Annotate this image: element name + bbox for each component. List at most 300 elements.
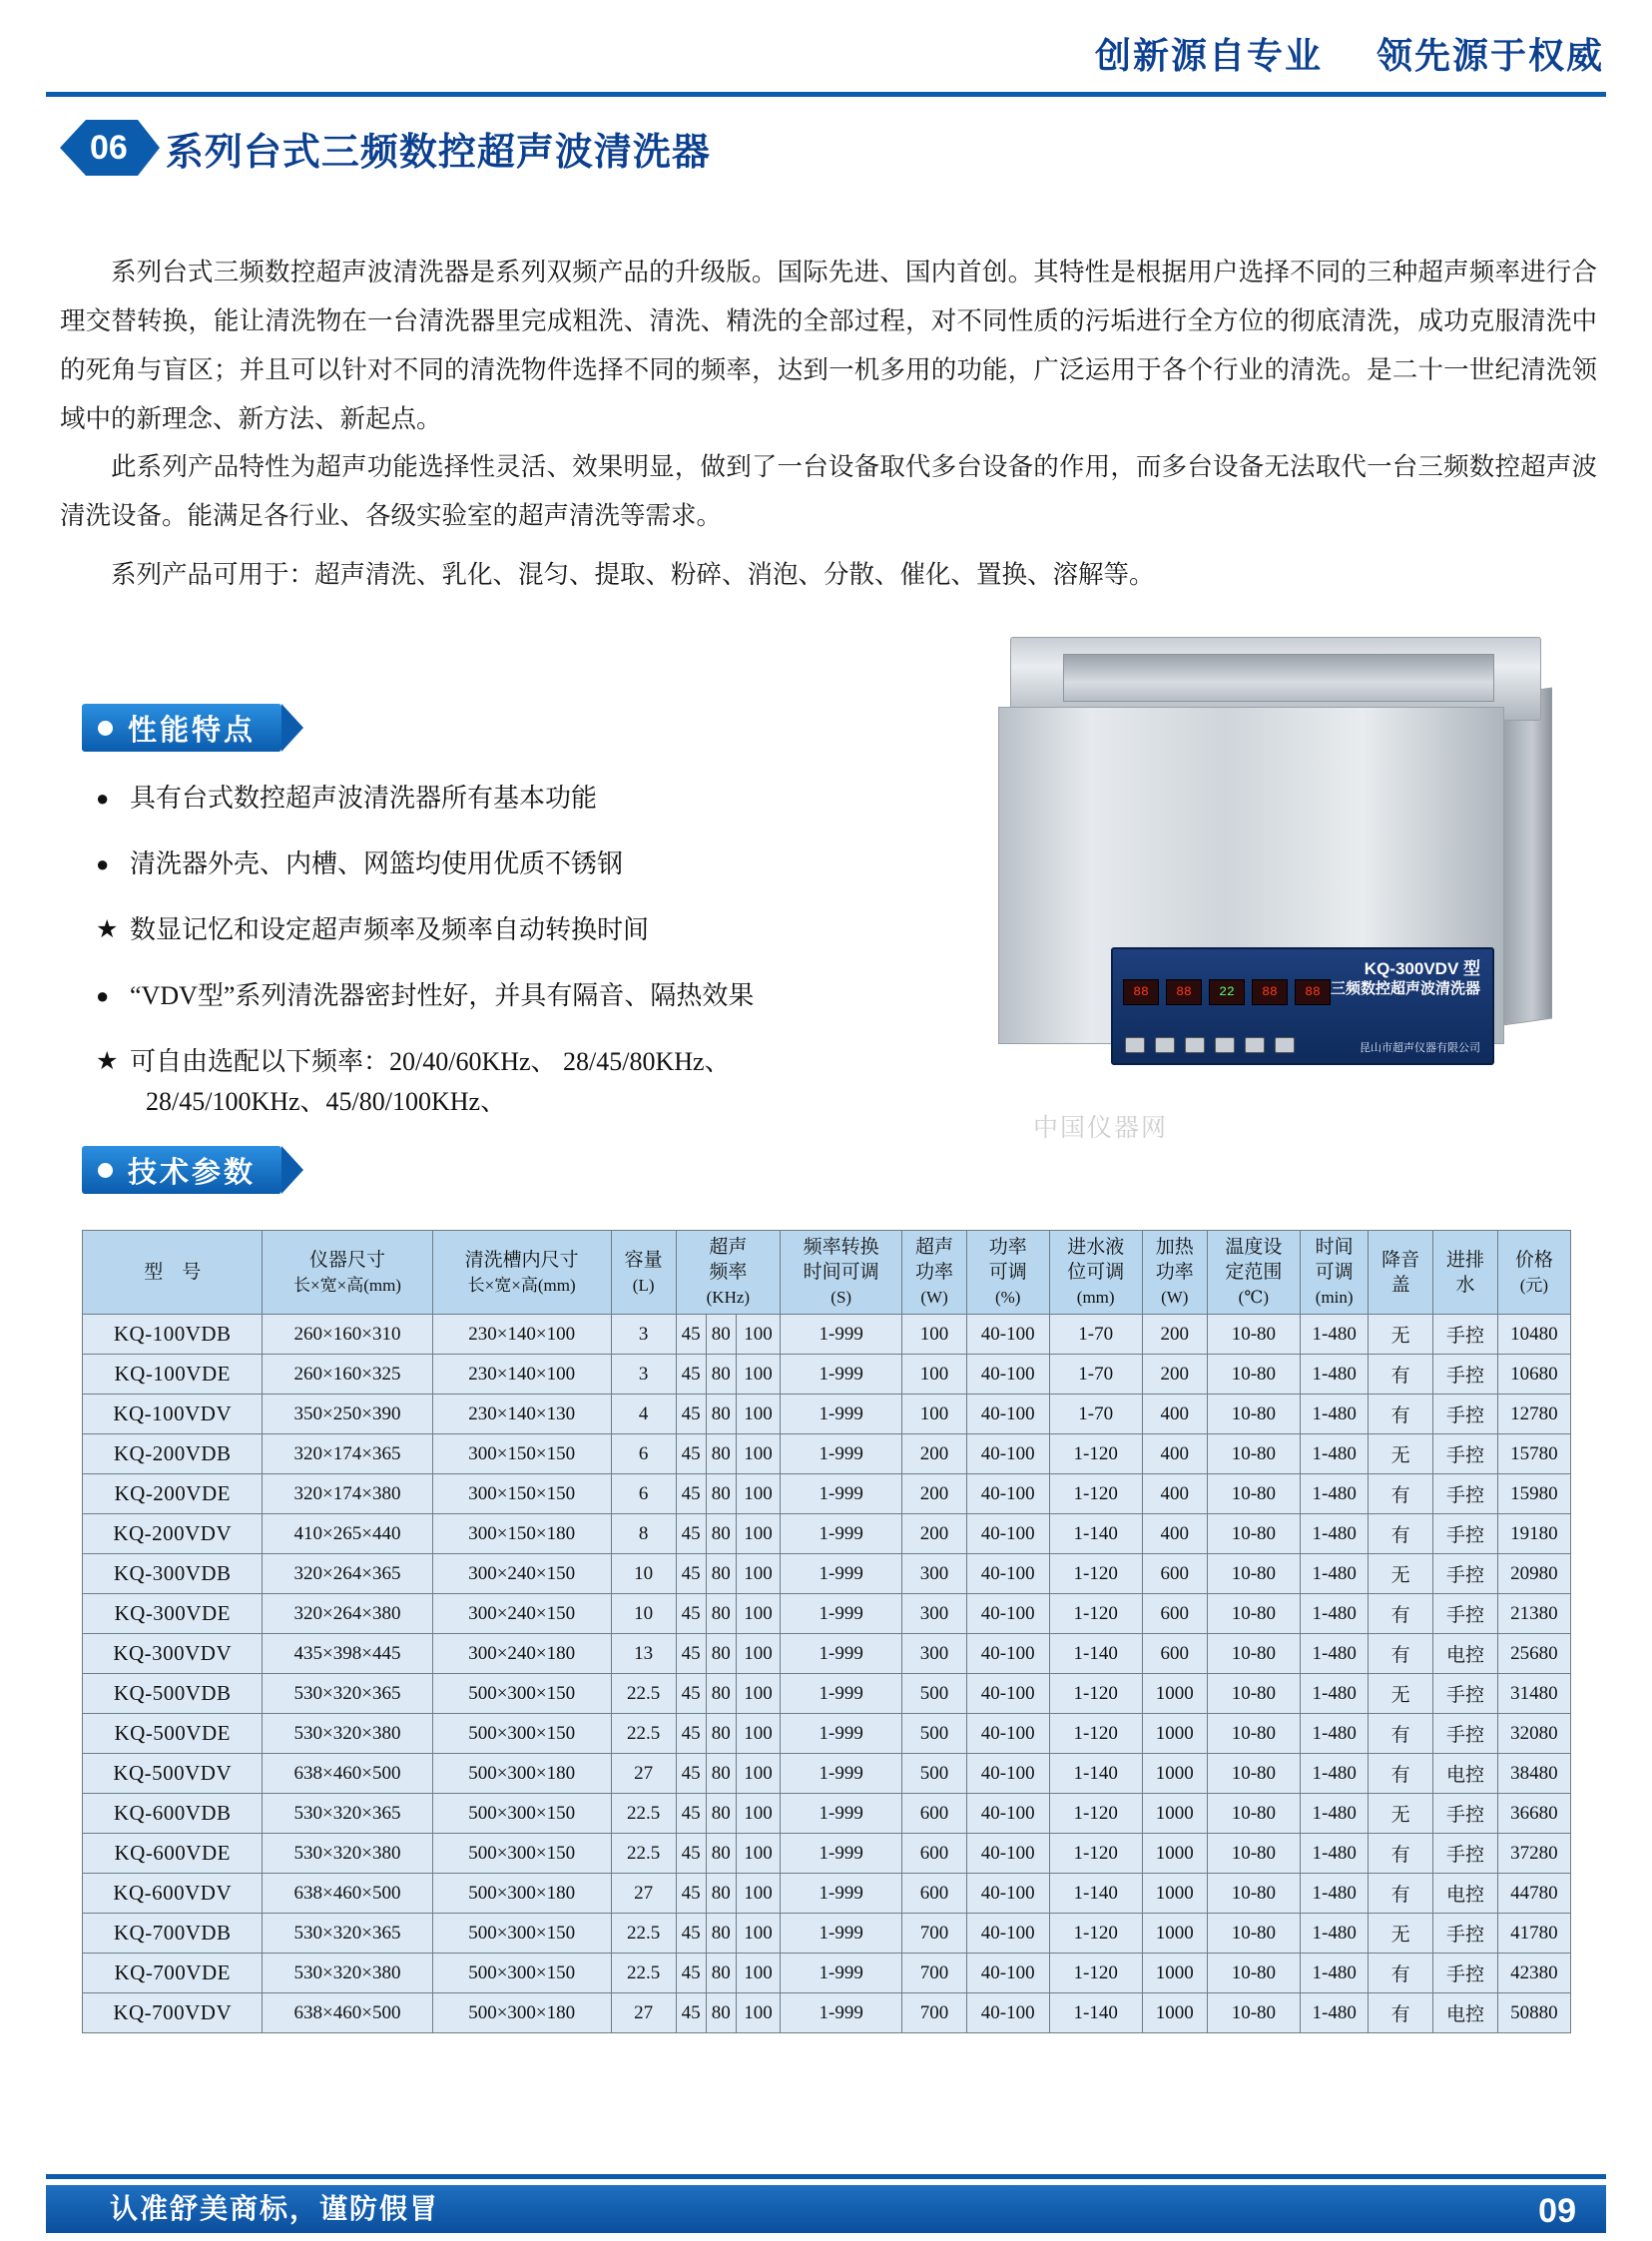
features-heading: 性能特点 bbox=[82, 704, 281, 752]
cell-heating-power: 600 bbox=[1142, 1554, 1207, 1594]
cell-water-level: 1-120 bbox=[1049, 1834, 1142, 1874]
cell-soundproof-cover: 有 bbox=[1369, 1514, 1433, 1554]
cell-switch-time: 1-999 bbox=[781, 1874, 902, 1914]
cell-ultrasonic-power: 700 bbox=[902, 1993, 967, 2033]
cell-time-adjust: 1-480 bbox=[1301, 1874, 1369, 1914]
cell-power-adjust: 40-100 bbox=[966, 1993, 1049, 2033]
cell-freq-3: 100 bbox=[736, 1914, 780, 1954]
cell-switch-time: 1-999 bbox=[781, 1993, 902, 2033]
intro-paragraph-3: 系列产品可用于：超声清洗、乳化、混匀、提取、粉碎、消泡、分散、催化、置换、溶解等。 bbox=[111, 560, 1155, 589]
cell-capacity: 27 bbox=[611, 1874, 676, 1914]
cell-water-inlet: 手控 bbox=[1433, 1794, 1498, 1834]
page-number: 09 bbox=[1538, 2192, 1576, 2230]
cell-time-adjust: 1-480 bbox=[1301, 1594, 1369, 1634]
cell-freq-1: 45 bbox=[676, 1914, 706, 1954]
cell-freq-3: 100 bbox=[736, 1474, 780, 1514]
col-power-adjust bbox=[966, 1231, 1049, 1315]
cell-water-inlet: 手控 bbox=[1433, 1834, 1498, 1874]
cell-ultrasonic-power: 200 bbox=[902, 1434, 967, 1474]
cell-temp-range: 10-80 bbox=[1207, 1834, 1300, 1874]
col-tank-size bbox=[432, 1231, 611, 1315]
cell-water-level: 1-120 bbox=[1049, 1794, 1142, 1834]
cell-model: KQ-700VDB bbox=[83, 1914, 263, 1954]
cell-tank-size: 500×300×150 bbox=[432, 1834, 611, 1874]
cell-water-level: 1-120 bbox=[1049, 1474, 1142, 1514]
cell-heating-power: 1000 bbox=[1142, 1874, 1207, 1914]
cell-model: KQ-500VDV bbox=[83, 1754, 263, 1794]
cell-temp-range: 10-80 bbox=[1207, 1474, 1300, 1514]
header-slogan-left: 创新源自专业 bbox=[1094, 35, 1323, 76]
cell-power-adjust: 40-100 bbox=[966, 1714, 1049, 1754]
cell-tank-size: 230×140×130 bbox=[432, 1395, 611, 1434]
cell-model: KQ-100VDV bbox=[83, 1395, 263, 1434]
feature-text: 数显记忆和设定超声频率及频率自动转换时间 bbox=[130, 915, 650, 944]
cell-model: KQ-500VDE bbox=[83, 1714, 263, 1754]
cell-water-inlet: 手控 bbox=[1433, 1954, 1498, 1993]
control-panel bbox=[1111, 947, 1494, 1065]
cell-device-size: 320×264×365 bbox=[263, 1554, 432, 1594]
table-header-row bbox=[83, 1231, 1571, 1315]
header-line: 加热 bbox=[1155, 1237, 1194, 1258]
bullet-icon: ● bbox=[96, 851, 110, 876]
cell-model: KQ-200VDV bbox=[83, 1514, 263, 1554]
cell-water-inlet: 电控 bbox=[1433, 1874, 1498, 1914]
col-ultrasonic-power bbox=[902, 1231, 967, 1315]
table-row bbox=[83, 1355, 1571, 1395]
header-line: 长×宽×高(mm) bbox=[467, 1275, 576, 1295]
cell-price: 15780 bbox=[1497, 1434, 1570, 1474]
cell-switch-time: 1-999 bbox=[781, 1474, 902, 1514]
cell-freq-3: 100 bbox=[736, 1874, 780, 1914]
cell-tank-size: 500×300×150 bbox=[432, 1914, 611, 1954]
cell-soundproof-cover: 有 bbox=[1369, 1594, 1433, 1634]
cell-ultrasonic-power: 500 bbox=[902, 1714, 967, 1754]
cell-temp-range: 10-80 bbox=[1207, 1674, 1300, 1714]
cell-freq-1: 45 bbox=[676, 1714, 706, 1754]
section-number-tail-icon bbox=[138, 120, 160, 176]
cell-soundproof-cover: 有 bbox=[1369, 1395, 1433, 1434]
cell-device-size: 530×320×365 bbox=[263, 1674, 432, 1714]
cell-heating-power: 400 bbox=[1142, 1474, 1207, 1514]
cell-model: KQ-100VDE bbox=[83, 1355, 263, 1395]
cell-time-adjust: 1-480 bbox=[1301, 1993, 1369, 2033]
cell-heating-power: 1000 bbox=[1142, 1834, 1207, 1874]
cell-freq-2: 80 bbox=[706, 1954, 736, 1993]
led-digit: 22 bbox=[1209, 979, 1245, 1005]
cell-tank-size: 300×240×150 bbox=[432, 1594, 611, 1634]
cell-capacity: 27 bbox=[611, 1754, 676, 1794]
cell-time-adjust: 1-480 bbox=[1301, 1714, 1369, 1754]
col-price bbox=[1497, 1231, 1570, 1315]
cell-price: 20980 bbox=[1497, 1554, 1570, 1594]
cell-freq-3: 100 bbox=[736, 1315, 780, 1355]
led-digit: 88 bbox=[1295, 979, 1331, 1005]
header-line: 水 bbox=[1455, 1274, 1475, 1296]
col-heating-power bbox=[1142, 1231, 1207, 1315]
cell-freq-3: 100 bbox=[736, 1355, 780, 1395]
header-line: 容量 bbox=[624, 1249, 663, 1271]
col-capacity bbox=[611, 1231, 676, 1315]
cell-time-adjust: 1-480 bbox=[1301, 1674, 1369, 1714]
cell-device-size: 320×174×365 bbox=[263, 1434, 432, 1474]
header-line: 可调 bbox=[988, 1262, 1027, 1283]
cell-soundproof-cover: 无 bbox=[1369, 1794, 1433, 1834]
header-line: (KHz) bbox=[706, 1288, 751, 1307]
cell-switch-time: 1-999 bbox=[781, 1315, 902, 1355]
cell-freq-1: 45 bbox=[676, 1634, 706, 1674]
cell-freq-2: 80 bbox=[706, 1395, 736, 1434]
cell-heating-power: 1000 bbox=[1142, 1914, 1207, 1954]
cell-power-adjust: 40-100 bbox=[966, 1954, 1049, 1993]
cell-price: 44780 bbox=[1497, 1874, 1570, 1914]
cell-water-inlet: 电控 bbox=[1433, 1993, 1498, 2033]
cell-tank-size: 500×300×150 bbox=[432, 1714, 611, 1754]
cell-heating-power: 1000 bbox=[1142, 1714, 1207, 1754]
cell-freq-3: 100 bbox=[736, 1554, 780, 1594]
cell-freq-2: 80 bbox=[706, 1554, 736, 1594]
col-time-adjust bbox=[1301, 1231, 1369, 1315]
cell-water-level: 1-70 bbox=[1049, 1355, 1142, 1395]
cell-switch-time: 1-999 bbox=[781, 1634, 902, 1674]
cell-time-adjust: 1-480 bbox=[1301, 1914, 1369, 1954]
cell-heating-power: 600 bbox=[1142, 1594, 1207, 1634]
machine-lid-inner bbox=[1063, 654, 1494, 702]
cell-heating-power: 1000 bbox=[1142, 1674, 1207, 1714]
header-line: 定范围 bbox=[1225, 1262, 1283, 1283]
star-icon: ★ bbox=[96, 916, 119, 943]
cell-freq-2: 80 bbox=[706, 1674, 736, 1714]
machine-body bbox=[998, 707, 1504, 1054]
cell-switch-time: 1-999 bbox=[781, 1355, 902, 1395]
cell-water-inlet: 手控 bbox=[1433, 1514, 1498, 1554]
cell-power-adjust: 40-100 bbox=[966, 1355, 1049, 1395]
cell-time-adjust: 1-480 bbox=[1301, 1794, 1369, 1834]
cell-switch-time: 1-999 bbox=[781, 1754, 902, 1794]
cell-price: 32080 bbox=[1497, 1714, 1570, 1754]
cell-capacity: 3 bbox=[611, 1315, 676, 1355]
cell-model: KQ-300VDE bbox=[83, 1594, 263, 1634]
cell-time-adjust: 1-480 bbox=[1301, 1395, 1369, 1434]
cell-price: 41780 bbox=[1497, 1914, 1570, 1954]
cell-device-size: 320×174×380 bbox=[263, 1474, 432, 1514]
cell-capacity: 10 bbox=[611, 1594, 676, 1634]
cell-soundproof-cover: 有 bbox=[1369, 1754, 1433, 1794]
cell-time-adjust: 1-480 bbox=[1301, 1474, 1369, 1514]
table-row bbox=[83, 1954, 1571, 1993]
cell-power-adjust: 40-100 bbox=[966, 1914, 1049, 1954]
cell-water-level: 1-120 bbox=[1049, 1954, 1142, 1993]
cell-heating-power: 1000 bbox=[1142, 1954, 1207, 1993]
col-water-level bbox=[1049, 1231, 1142, 1315]
cell-power-adjust: 40-100 bbox=[966, 1315, 1049, 1355]
cell-water-level: 1-140 bbox=[1049, 1754, 1142, 1794]
table-row bbox=[83, 1434, 1571, 1474]
table-row bbox=[83, 1634, 1571, 1674]
cell-freq-3: 100 bbox=[736, 1634, 780, 1674]
cell-water-inlet: 手控 bbox=[1433, 1554, 1498, 1594]
cell-freq-1: 45 bbox=[676, 1355, 706, 1395]
cell-water-inlet: 电控 bbox=[1433, 1634, 1498, 1674]
cell-time-adjust: 1-480 bbox=[1301, 1754, 1369, 1794]
cell-ultrasonic-power: 100 bbox=[902, 1355, 967, 1395]
list-item bbox=[96, 1042, 954, 1122]
cell-water-level: 1-140 bbox=[1049, 1634, 1142, 1674]
cell-water-inlet: 手控 bbox=[1433, 1395, 1498, 1434]
cell-device-size: 435×398×445 bbox=[263, 1634, 432, 1674]
section-title-text: 系列台式三频数控超声波清洗器 bbox=[165, 131, 711, 174]
cell-power-adjust: 40-100 bbox=[966, 1434, 1049, 1474]
led-digit: 88 bbox=[1252, 979, 1288, 1005]
cell-capacity: 3 bbox=[611, 1355, 676, 1395]
cell-freq-2: 80 bbox=[706, 1514, 736, 1554]
cell-price: 10480 bbox=[1497, 1315, 1570, 1355]
table-row bbox=[83, 1874, 1571, 1914]
cell-tank-size: 500×300×180 bbox=[432, 1754, 611, 1794]
cell-model: KQ-300VDB bbox=[83, 1554, 263, 1594]
cell-time-adjust: 1-480 bbox=[1301, 1514, 1369, 1554]
cell-time-adjust: 1-480 bbox=[1301, 1634, 1369, 1674]
header-line: 功率 bbox=[915, 1262, 954, 1283]
panel-description: 三频数控超声波清洗器 bbox=[1330, 980, 1480, 997]
cell-model: KQ-300VDV bbox=[83, 1634, 263, 1674]
table-row bbox=[83, 1315, 1571, 1355]
cell-temp-range: 10-80 bbox=[1207, 1395, 1300, 1434]
cell-freq-1: 45 bbox=[676, 1993, 706, 2033]
cell-freq-2: 80 bbox=[706, 1754, 736, 1794]
section-title bbox=[60, 120, 711, 176]
cell-freq-3: 100 bbox=[736, 1714, 780, 1754]
header-line: 长×宽×高(mm) bbox=[293, 1275, 401, 1295]
cell-device-size: 638×460×500 bbox=[263, 1754, 432, 1794]
cell-model: KQ-700VDE bbox=[83, 1954, 263, 1993]
cell-freq-1: 45 bbox=[676, 1554, 706, 1594]
cell-freq-3: 100 bbox=[736, 1834, 780, 1874]
cell-soundproof-cover: 无 bbox=[1369, 1914, 1433, 1954]
cell-freq-3: 100 bbox=[736, 1954, 780, 1993]
cell-time-adjust: 1-480 bbox=[1301, 1434, 1369, 1474]
header-line: 功率 bbox=[1155, 1262, 1194, 1283]
cell-tank-size: 300×240×180 bbox=[432, 1634, 611, 1674]
cell-tank-size: 230×140×100 bbox=[432, 1315, 611, 1355]
cell-freq-1: 45 bbox=[676, 1874, 706, 1914]
header-line: 时间可调 bbox=[803, 1262, 879, 1283]
cell-water-inlet: 手控 bbox=[1433, 1914, 1498, 1954]
panel-button bbox=[1185, 1037, 1205, 1053]
cell-freq-3: 100 bbox=[736, 1794, 780, 1834]
feature-text bbox=[130, 1042, 954, 1122]
cell-tank-size: 500×300×180 bbox=[432, 1993, 611, 2033]
cell-freq-2: 80 bbox=[706, 1315, 736, 1355]
cell-capacity: 13 bbox=[611, 1634, 676, 1674]
cell-water-level: 1-140 bbox=[1049, 1514, 1142, 1554]
cell-switch-time: 1-999 bbox=[781, 1914, 902, 1954]
col-temp-range bbox=[1207, 1231, 1300, 1315]
cell-time-adjust: 1-480 bbox=[1301, 1315, 1369, 1355]
page-header bbox=[0, 0, 1652, 110]
cell-soundproof-cover: 有 bbox=[1369, 1634, 1433, 1674]
panel-button bbox=[1275, 1037, 1295, 1053]
header-line: 盖 bbox=[1390, 1274, 1410, 1296]
panel-buttons bbox=[1125, 1037, 1295, 1053]
cell-device-size: 638×460×500 bbox=[263, 1874, 432, 1914]
cell-freq-2: 80 bbox=[706, 1834, 736, 1874]
panel-model: KQ-300VDV 型 bbox=[1364, 959, 1480, 978]
cell-capacity: 6 bbox=[611, 1474, 676, 1514]
cell-freq-2: 80 bbox=[706, 1355, 736, 1395]
cell-capacity: 22.5 bbox=[611, 1674, 676, 1714]
feature-text: 清洗器外壳、内槽、网篮均使用优质不锈钢 bbox=[130, 849, 624, 878]
cell-price: 19180 bbox=[1497, 1514, 1570, 1554]
col-frequency bbox=[676, 1231, 781, 1315]
cell-water-inlet: 手控 bbox=[1433, 1315, 1498, 1355]
table-row bbox=[83, 1714, 1571, 1754]
cell-ultrasonic-power: 600 bbox=[902, 1874, 967, 1914]
header-divider bbox=[46, 92, 1606, 97]
header-line: 频率 bbox=[709, 1262, 748, 1283]
cell-price: 42380 bbox=[1497, 1954, 1570, 1993]
list-item bbox=[96, 844, 954, 884]
spec-table bbox=[82, 1230, 1571, 2033]
table-row bbox=[83, 1554, 1571, 1594]
panel-button bbox=[1125, 1037, 1145, 1053]
cell-capacity: 22.5 bbox=[611, 1914, 676, 1954]
col-switch-time bbox=[781, 1231, 902, 1315]
cell-ultrasonic-power: 500 bbox=[902, 1674, 967, 1714]
cell-freq-1: 45 bbox=[676, 1754, 706, 1794]
list-item bbox=[96, 976, 954, 1016]
cell-soundproof-cover: 无 bbox=[1369, 1315, 1433, 1355]
cell-freq-2: 80 bbox=[706, 1914, 736, 1954]
cell-device-size: 530×320×365 bbox=[263, 1794, 432, 1834]
footer-divider bbox=[46, 2174, 1606, 2179]
header-line: 型 号 bbox=[144, 1262, 202, 1283]
cell-temp-range: 10-80 bbox=[1207, 1754, 1300, 1794]
cell-time-adjust: 1-480 bbox=[1301, 1954, 1369, 1993]
header-line: 超声 bbox=[915, 1237, 954, 1258]
cell-device-size: 260×160×310 bbox=[263, 1315, 432, 1355]
led-digit: 88 bbox=[1123, 979, 1159, 1005]
header-line: 频率转换 bbox=[803, 1237, 879, 1258]
cell-time-adjust: 1-480 bbox=[1301, 1355, 1369, 1395]
col-device-size bbox=[263, 1231, 432, 1315]
cell-freq-1: 45 bbox=[676, 1434, 706, 1474]
cell-capacity: 22.5 bbox=[611, 1954, 676, 1993]
machine-side-panel bbox=[1502, 687, 1552, 1025]
cell-water-level: 1-140 bbox=[1049, 1993, 1142, 2033]
cell-switch-time: 1-999 bbox=[781, 1794, 902, 1834]
cell-heating-power: 200 bbox=[1142, 1355, 1207, 1395]
intro-paragraph-1: 系列台式三频数控超声波清洗器是系列双频产品的升级版。国际先进、国内首创。其特性是根据用户选择不同的三种超声频率进行合理交替转换，能让清洗物在一台清洗器里完成粗洗、清洗、精洗的全部过程，对不同性质的污垢进行全方位的彻底清洗，成功克服清洗中的死角与盲区；并且可以针对不同的清洗物件选择不同的频率，达到一机多用的功能，广泛运用于各个行业的清洗。是二十一世纪清洗领域中的新理念、新方法、新起点。 bbox=[60, 258, 1597, 433]
cell-freq-2: 80 bbox=[706, 1874, 736, 1914]
cell-soundproof-cover: 有 bbox=[1369, 1834, 1433, 1874]
cell-freq-3: 100 bbox=[736, 1434, 780, 1474]
cell-freq-1: 45 bbox=[676, 1594, 706, 1634]
cell-soundproof-cover: 无 bbox=[1369, 1674, 1433, 1714]
cell-freq-1: 45 bbox=[676, 1514, 706, 1554]
cell-device-size: 530×320×365 bbox=[263, 1914, 432, 1954]
cell-ultrasonic-power: 300 bbox=[902, 1554, 967, 1594]
header-line: 仪器尺寸 bbox=[308, 1249, 385, 1271]
cell-temp-range: 10-80 bbox=[1207, 1714, 1300, 1754]
cell-tank-size: 300×150×150 bbox=[432, 1474, 611, 1514]
cell-heating-power: 1000 bbox=[1142, 1754, 1207, 1794]
cell-switch-time: 1-999 bbox=[781, 1434, 902, 1474]
cell-device-size: 350×250×390 bbox=[263, 1395, 432, 1434]
cell-water-level: 1-120 bbox=[1049, 1554, 1142, 1594]
cell-water-level: 1-120 bbox=[1049, 1434, 1142, 1474]
cell-switch-time: 1-999 bbox=[781, 1554, 902, 1594]
cell-soundproof-cover: 有 bbox=[1369, 1355, 1433, 1395]
cell-power-adjust: 40-100 bbox=[966, 1474, 1049, 1514]
cell-time-adjust: 1-480 bbox=[1301, 1554, 1369, 1594]
panel-brand: 昆山市超声仪器有限公司 bbox=[1360, 1042, 1480, 1054]
star-icon: ★ bbox=[96, 1048, 119, 1075]
header-line: 清洗槽内尺寸 bbox=[464, 1249, 579, 1271]
cell-model: KQ-600VDV bbox=[83, 1874, 263, 1914]
section-number: 06 bbox=[86, 120, 138, 176]
cell-ultrasonic-power: 300 bbox=[902, 1594, 967, 1634]
cell-heating-power: 400 bbox=[1142, 1434, 1207, 1474]
led-display-group bbox=[1123, 979, 1331, 1005]
cell-price: 50880 bbox=[1497, 1993, 1570, 2033]
header-line: (W) bbox=[920, 1288, 948, 1307]
cell-temp-range: 10-80 bbox=[1207, 1794, 1300, 1834]
feature-text: “VDV型”系列清洗器密封性好，并具有隔音、隔热效果 bbox=[130, 981, 755, 1010]
cell-price: 12780 bbox=[1497, 1395, 1570, 1434]
cell-model: KQ-200VDE bbox=[83, 1474, 263, 1514]
header-line: 降音 bbox=[1381, 1249, 1420, 1271]
cell-freq-1: 45 bbox=[676, 1395, 706, 1434]
list-item bbox=[96, 910, 954, 950]
cell-price: 38480 bbox=[1497, 1754, 1570, 1794]
cell-capacity: 22.5 bbox=[611, 1834, 676, 1874]
cell-price: 31480 bbox=[1497, 1674, 1570, 1714]
cell-power-adjust: 40-100 bbox=[966, 1754, 1049, 1794]
cell-price: 36680 bbox=[1497, 1794, 1570, 1834]
header-line: 功率 bbox=[988, 1237, 1027, 1258]
feature-text: 具有台式数控超声波清洗器所有基本功能 bbox=[130, 784, 598, 813]
cell-model: KQ-600VDE bbox=[83, 1834, 263, 1874]
cell-ultrasonic-power: 500 bbox=[902, 1754, 967, 1794]
header-line: 温度设 bbox=[1225, 1237, 1283, 1258]
col-water-inlet bbox=[1433, 1231, 1498, 1315]
cell-capacity: 4 bbox=[611, 1395, 676, 1434]
params-heading: 技术参数 bbox=[82, 1146, 281, 1194]
product-photo bbox=[998, 629, 1557, 1098]
feature-text-line2: 28/45/100KHz、45/80/100KHz、 bbox=[146, 1087, 507, 1116]
cell-switch-time: 1-999 bbox=[781, 1594, 902, 1634]
cell-soundproof-cover: 有 bbox=[1369, 1874, 1433, 1914]
features-list bbox=[96, 779, 954, 1148]
cell-ultrasonic-power: 600 bbox=[902, 1834, 967, 1874]
cell-device-size: 638×460×500 bbox=[263, 1993, 432, 2033]
header-line: (℃) bbox=[1238, 1288, 1270, 1307]
header-line: 位可调 bbox=[1067, 1262, 1125, 1283]
table-row bbox=[83, 1794, 1571, 1834]
cell-power-adjust: 40-100 bbox=[966, 1834, 1049, 1874]
cell-switch-time: 1-999 bbox=[781, 1714, 902, 1754]
header-line: (min) bbox=[1315, 1288, 1354, 1307]
cell-water-inlet: 手控 bbox=[1433, 1594, 1498, 1634]
cell-freq-1: 45 bbox=[676, 1474, 706, 1514]
bullet-icon: ● bbox=[96, 786, 110, 811]
header-line: 时间 bbox=[1315, 1237, 1354, 1258]
header-line: 可调 bbox=[1315, 1262, 1354, 1283]
cell-tank-size: 500×300×150 bbox=[432, 1794, 611, 1834]
cell-device-size: 260×160×325 bbox=[263, 1355, 432, 1395]
cell-water-level: 1-70 bbox=[1049, 1395, 1142, 1434]
header-line: (W) bbox=[1161, 1288, 1189, 1307]
